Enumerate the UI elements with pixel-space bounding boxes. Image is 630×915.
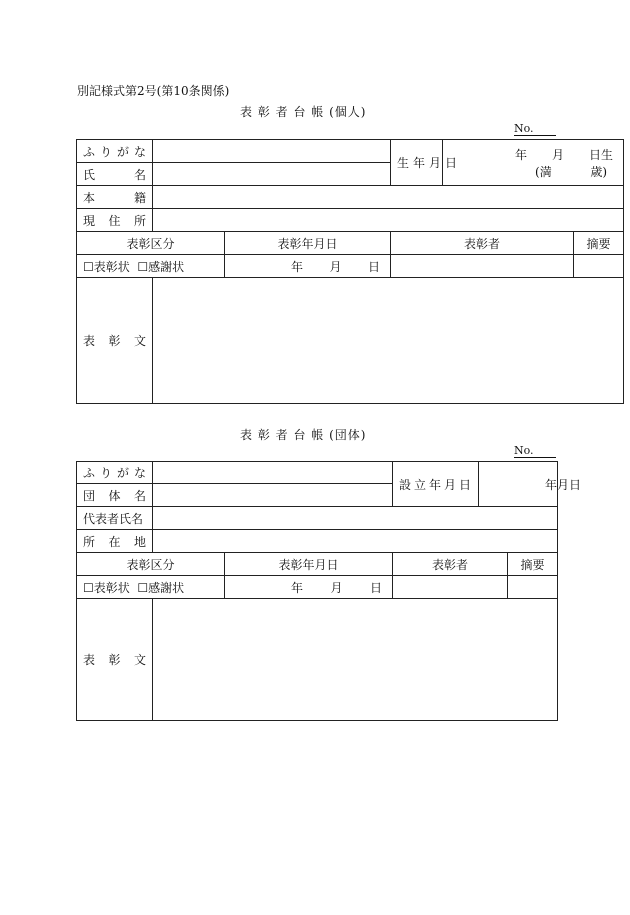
personal-address-field[interactable]: [153, 209, 624, 232]
personal-remarks-field[interactable]: [574, 255, 624, 278]
personal-honseki-label: 本 籍: [77, 186, 153, 209]
group-award-date[interactable]: [225, 576, 393, 599]
personal-name-label: 氏 名: [77, 163, 153, 186]
group-col-awarder: 表彰者: [393, 553, 508, 576]
group-rep-label: 代表者氏名: [77, 507, 153, 530]
personal-citation-field[interactable]: [153, 278, 624, 404]
personal-form-table: [76, 139, 624, 404]
personal-birth-year: 年: [515, 147, 528, 162]
group-form-table: [76, 461, 582, 721]
personal-awarder-field[interactable]: [391, 255, 574, 278]
personal-birth-label: 生年月日: [391, 140, 443, 186]
personal-honseki-field[interactable]: [153, 186, 624, 209]
group-location-label: 所 在 地: [77, 530, 153, 553]
personal-name-field[interactable]: [153, 163, 391, 186]
group-remarks-field[interactable]: [508, 576, 558, 599]
group-citation-field[interactable]: [153, 599, 558, 721]
group-founded-year: 年: [545, 477, 558, 492]
group-awarder-field[interactable]: [393, 576, 508, 599]
group-col-date: 表彰年月日: [225, 553, 393, 576]
personal-no-label: No.: [514, 122, 556, 136]
personal-award-year: 年: [291, 259, 304, 274]
group-furigana-label: ふ り が な: [77, 462, 153, 484]
personal-award-day: 日: [368, 259, 381, 274]
group-award-month: 月: [330, 580, 343, 595]
personal-category-checks: [77, 255, 225, 278]
personal-award-month: 月: [329, 259, 342, 274]
group-category-checks: [77, 576, 225, 599]
group-name-field[interactable]: [153, 484, 393, 507]
group-rep-field[interactable]: [153, 507, 558, 530]
personal-award-date[interactable]: [225, 255, 391, 278]
group-col-remarks: 摘要: [508, 553, 558, 576]
personal-furigana-field[interactable]: [153, 140, 391, 163]
group-title: 表 彰 者 台 帳 (団体): [240, 428, 367, 442]
group-citation-label: 表 彰 文: [77, 599, 153, 721]
group-founded-day: 日: [569, 477, 582, 492]
personal-check-certificate[interactable]: ☐表彰状: [83, 259, 130, 274]
personal-birth-day: 日生: [588, 147, 613, 162]
personal-furigana-label: ふ り が な: [77, 140, 153, 163]
group-founded-month: 月: [557, 477, 570, 492]
personal-birth-month: 月: [552, 147, 565, 162]
personal-citation-label: 表 彰 文: [77, 278, 153, 404]
personal-address-label: 現 住 所: [77, 209, 153, 232]
personal-age-close: 歳): [590, 164, 608, 179]
group-location-field[interactable]: [153, 530, 558, 553]
form-id: 別記様式第2号(第10条関係): [77, 84, 230, 98]
group-name-label: 団 体 名: [77, 484, 153, 507]
group-check-thanks[interactable]: ☐感謝状: [137, 580, 185, 595]
group-award-day: 日: [370, 580, 383, 595]
group-furigana-field[interactable]: [153, 462, 393, 484]
personal-col-date: 表彰年月日: [225, 232, 391, 255]
personal-col-remarks: 摘要: [574, 232, 624, 255]
personal-age-open: (満: [535, 164, 552, 179]
group-award-year: 年: [291, 580, 304, 595]
group-no-label: No.: [514, 444, 556, 458]
personal-birth-date[interactable]: [443, 140, 624, 186]
group-col-category: 表彰区分: [77, 553, 225, 576]
personal-title: 表 彰 者 台 帳 (個人): [240, 105, 367, 119]
group-check-certificate[interactable]: ☐表彰状: [83, 580, 130, 595]
personal-col-category: 表彰区分: [77, 232, 225, 255]
group-founded-label: 設立年月日: [393, 462, 479, 507]
personal-check-thanks[interactable]: ☐感謝状: [137, 259, 185, 274]
group-founded-date[interactable]: [479, 462, 582, 507]
personal-col-awarder: 表彰者: [391, 232, 574, 255]
